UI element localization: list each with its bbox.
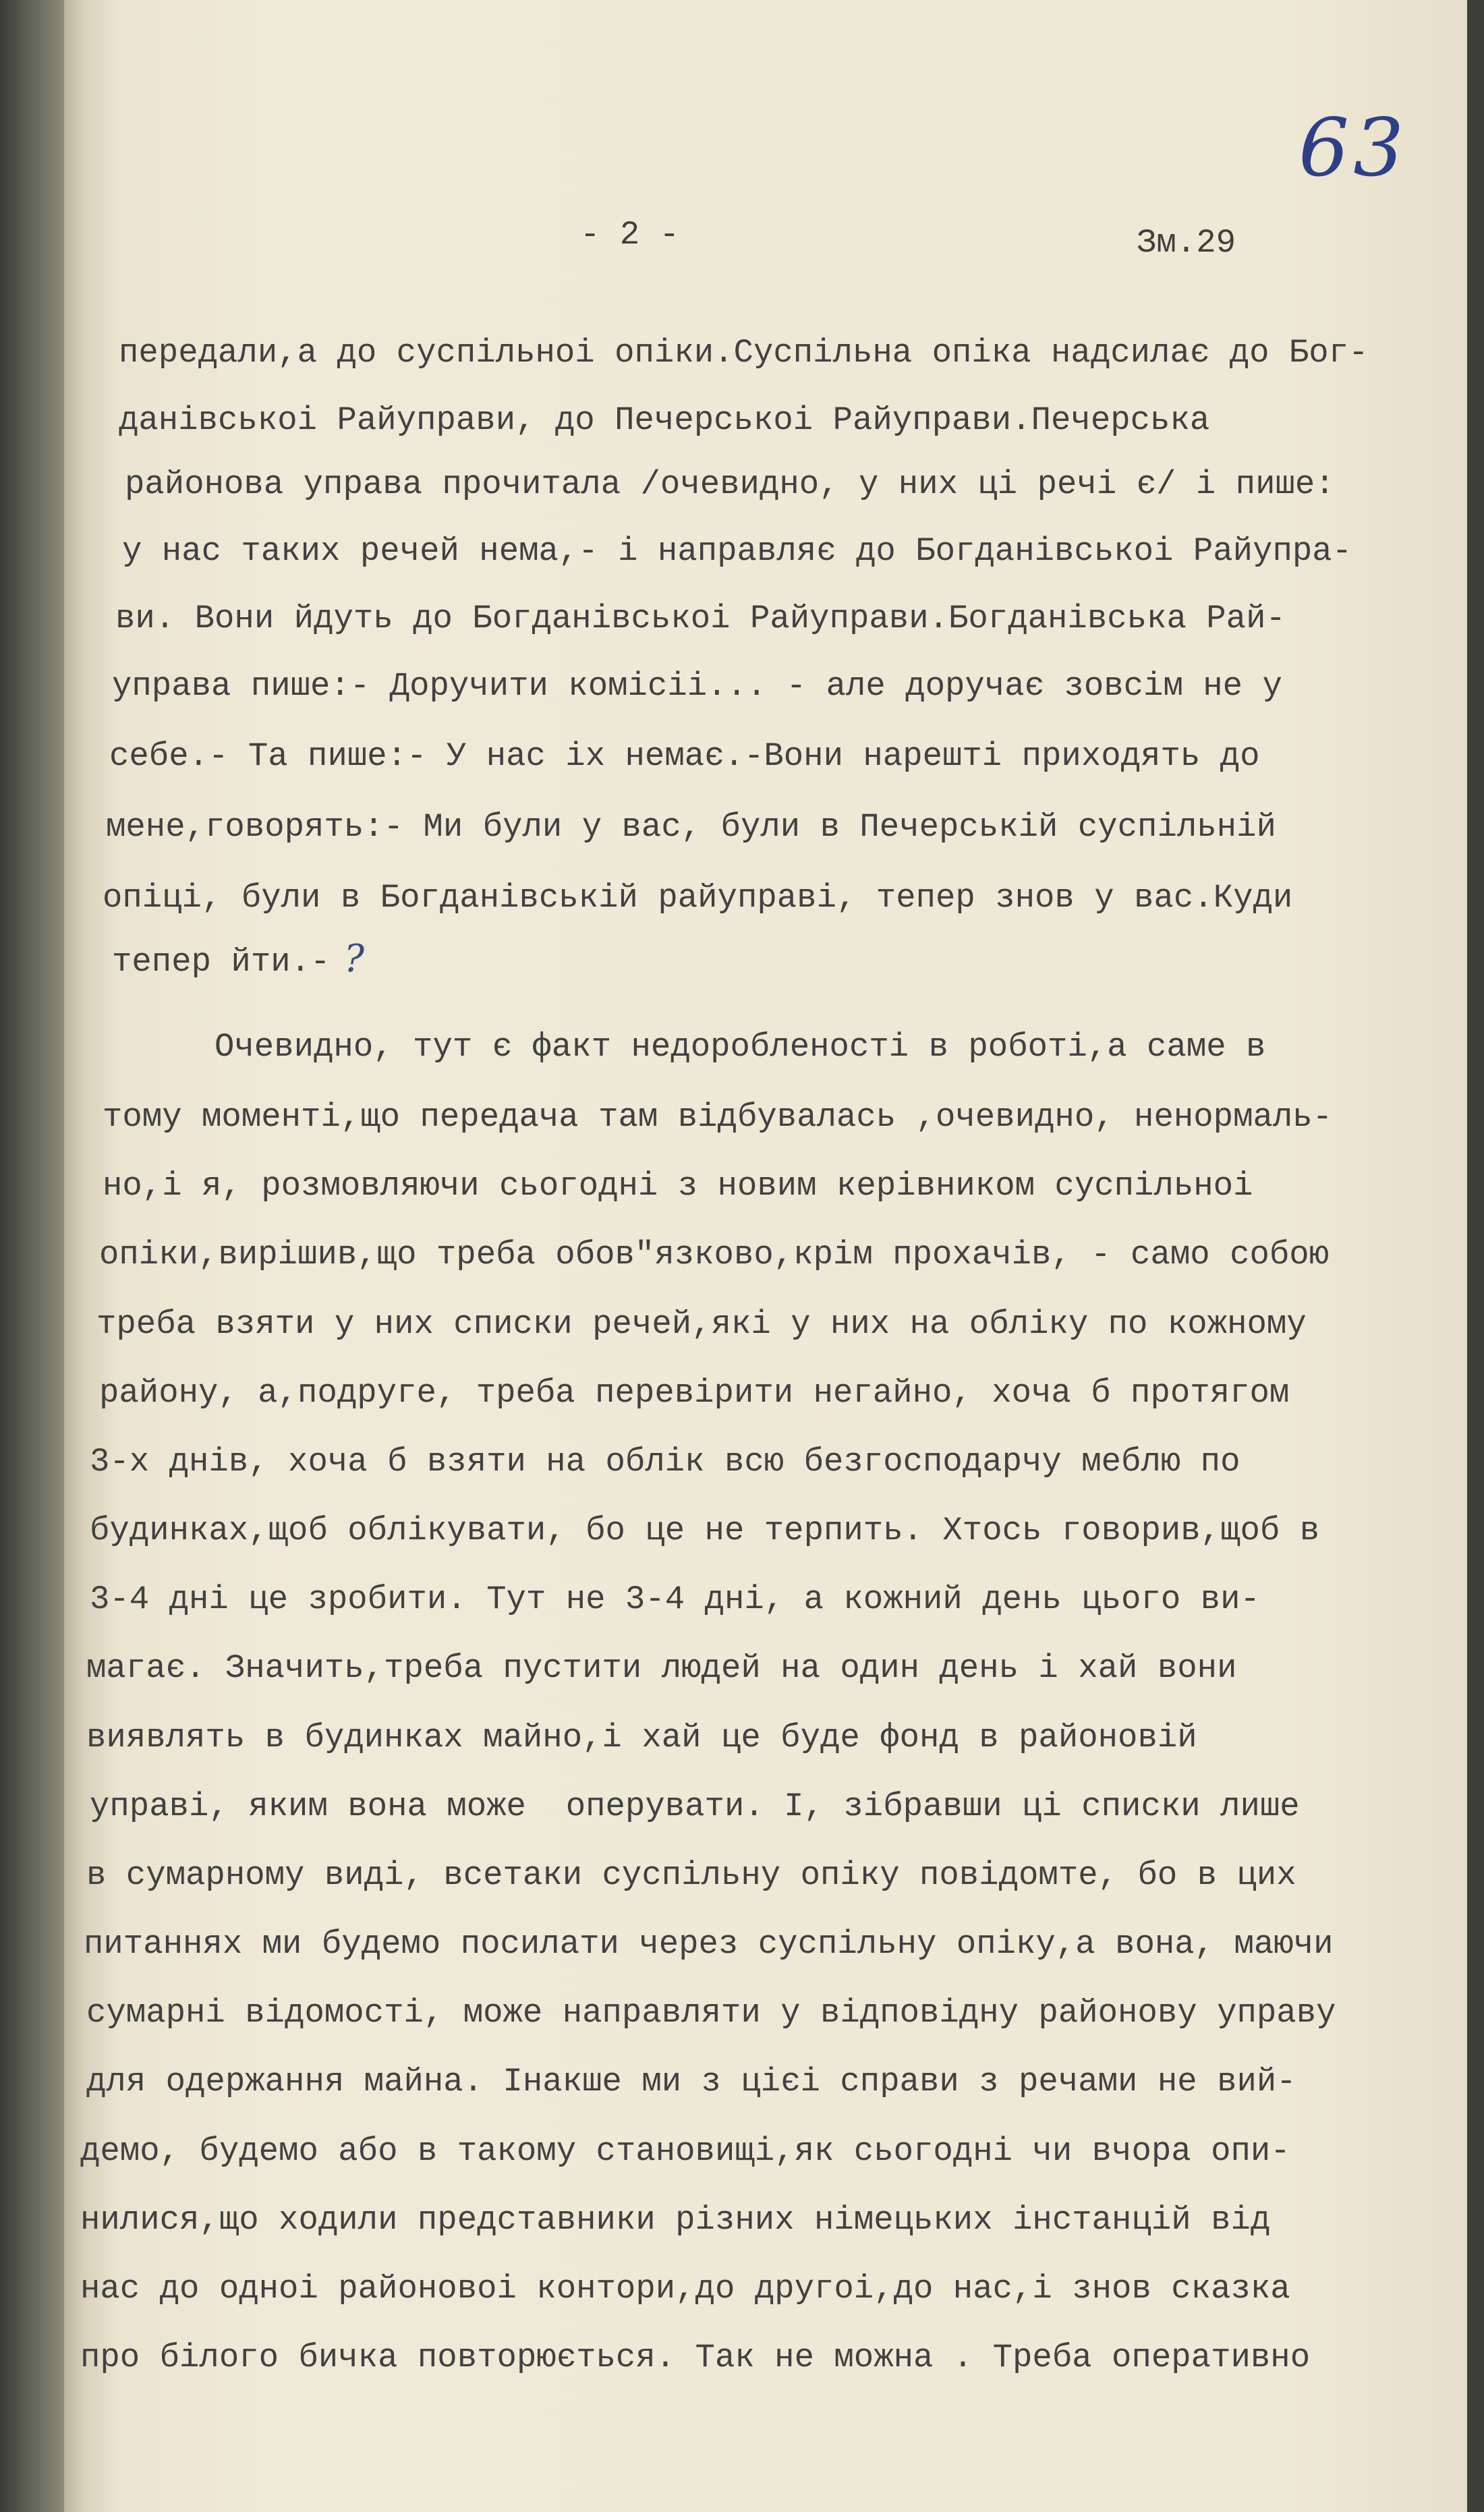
text-line: 3-4 дні це зробити. Тут не 3-4 дні, а кожний день цього ви-	[90, 1580, 1260, 1618]
text-line: району, а,подруге, треба перевірити негайно, хоча б протягом	[99, 1374, 1290, 1412]
text-line: районова управа прочитала /очевидно, у них ці речі є/ і пише:	[125, 465, 1335, 503]
text-line: про білого бичка повторюється. Так не можна . Треба оперативно	[80, 2339, 1311, 2376]
handwritten-question-mark: ?	[344, 937, 365, 981]
page-number: - 2 -	[580, 216, 680, 254]
text-line: у нас таких речей нема,- і направляє до Богданівськоі Райупра-	[122, 532, 1352, 570]
document-reference: Зм.29	[1137, 224, 1236, 262]
text-line: питаннях ми будемо посилати через суспільну опіку,а вона, маючи	[84, 1925, 1334, 1963]
text-line: мене,говорять:- Ми були у вас, були в Печерській суспільній	[106, 808, 1276, 846]
text-line: Очевидно, тут є факт недоробленості в роботі,а саме в	[215, 1028, 1266, 1066]
text-line: виявлять в будинках майно,і хай це буде фонд в районовій	[86, 1719, 1197, 1757]
text-line: в сумарному виді, всетаки суспільну опіку повідомте, бо в цих	[86, 1856, 1296, 1894]
text-line: ви. Вони йдуть до Богданівськоі Райуправи.Богданівська Рай-	[115, 600, 1286, 637]
text-line: для одержання майна. Інакше ми з цієі справи з речами не вий-	[86, 2063, 1296, 2101]
text-line: магає. Значить,треба пустити людей на один день і хай вони	[86, 1649, 1237, 1687]
text-line: тому моменті,що передача там відбувалась ,очевидно, ненормаль-	[103, 1098, 1333, 1136]
text-line: данівськоі Райуправи, до Печерськоі Райуправи.Печерська	[119, 401, 1210, 439]
book-binding	[0, 0, 64, 2512]
text-line: демо, будемо або в такому становищі,як сьогодні чи вчора опи-	[80, 2132, 1290, 2170]
text-line: тепер йти.-	[112, 943, 331, 981]
handwritten-folio-number: 63	[1298, 101, 1408, 194]
text-line: управі, яким вона може оперувати. І, зібравши ці списки лише	[90, 1788, 1300, 1825]
text-line: опіки,вирішив,що треба обов"язково,крім прохачів, - само собою	[99, 1236, 1330, 1274]
text-line: сумарні відомості, може направляти у відповідну районову управу	[86, 1994, 1336, 2032]
text-line: нилися,що ходили представники різних німецьких інстанцій від	[80, 2201, 1271, 2239]
text-line: опіці, були в Богданівській райуправі, тепер знов у вас.Куди	[103, 879, 1293, 917]
text-line: треба взяти у них списки речей,які у них на обліку по кожному	[96, 1305, 1307, 1343]
text-line: себе.- Та пише:- У нас іх немає.-Вони нарешті приходять до	[109, 737, 1260, 775]
page-edge	[1467, 0, 1484, 2512]
text-line: нас до одноі районовоі контори,до другоі,до нас,і знов сказка	[80, 2270, 1290, 2308]
text-line: 3-х днів, хоча б взяти на облік всю безгосподарчу меблю по	[90, 1443, 1240, 1481]
text-line: будинках,щоб облікувати, бо це не терпить. Хтось говорив,щоб в	[90, 1512, 1320, 1549]
text-line: передали,а до суспільноі опіки.Суспільна опіка надсилає до Бог-	[119, 334, 1369, 372]
text-line: управа пише:- Доручити комісіі... - але доручає зовсім не у	[112, 667, 1282, 705]
text-line: но,і я, розмовляючи сьогодні з новим керівником суспільноі	[103, 1167, 1253, 1205]
